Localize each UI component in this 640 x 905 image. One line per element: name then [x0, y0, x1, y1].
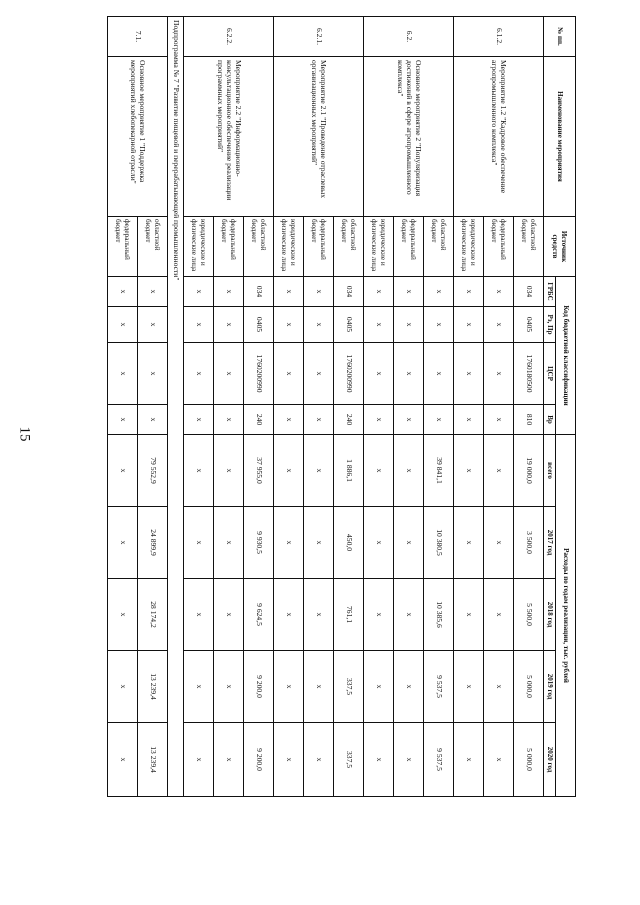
- cell-vr: 240: [244, 405, 274, 435]
- row-number: 7.1.: [108, 17, 168, 57]
- cell-csr: х: [274, 343, 304, 405]
- cell-y2019: х: [364, 651, 394, 723]
- header-expenses: Расходы по годам реализации, тыс. рублей: [556, 435, 576, 797]
- cell-rzpr: х: [138, 307, 168, 343]
- table-row: [424, 17, 454, 797]
- cell-total: 19 000,0: [514, 435, 544, 507]
- cell-y2019: 9 200,0: [244, 651, 274, 723]
- measure-name: Основное мероприятие 2 "Популяризация достижений в сфере агропромышленного комплекса": [364, 57, 454, 217]
- cell-grbs: х: [364, 277, 394, 307]
- cell-total: 39 841,1: [424, 435, 454, 507]
- cell-rzpr: х: [304, 307, 334, 343]
- funding-source: федеральный бюджет: [304, 217, 334, 277]
- cell-y2019: х: [394, 651, 424, 723]
- table-row: [138, 17, 168, 797]
- measure-name: Основное мероприятие 1 "Поддержка мероприятий хлебопекарной отрасли": [108, 57, 168, 217]
- cell-rzpr: х: [454, 307, 484, 343]
- cell-total: х: [214, 435, 244, 507]
- table-row: [334, 17, 364, 797]
- header-2018: 2018 год: [544, 579, 556, 651]
- cell-y2020: х: [454, 723, 484, 797]
- cell-grbs: х: [304, 277, 334, 307]
- funding-source: областной бюджет: [334, 217, 364, 277]
- row-number: 6.2.: [364, 17, 454, 57]
- cell-y2020: х: [304, 723, 334, 797]
- cell-csr: х: [484, 343, 514, 405]
- header-2017: 2017 год: [544, 507, 556, 579]
- cell-total: х: [364, 435, 394, 507]
- cell-vr: х: [454, 405, 484, 435]
- table-row: [244, 17, 274, 797]
- header-total: всего: [544, 435, 556, 507]
- table-row: [514, 17, 544, 797]
- cell-rzpr: х: [214, 307, 244, 343]
- cell-y2017: х: [394, 507, 424, 579]
- cell-y2018: 28 174,2: [138, 579, 168, 651]
- cell-y2020: х: [108, 723, 138, 797]
- cell-y2017: х: [184, 507, 214, 579]
- cell-y2019: х: [484, 651, 514, 723]
- cell-y2018: 5 500,0: [514, 579, 544, 651]
- cell-grbs: х: [214, 277, 244, 307]
- cell-y2020: х: [364, 723, 394, 797]
- cell-y2017: х: [274, 507, 304, 579]
- cell-y2018: 761,1: [334, 579, 364, 651]
- page-number: 15: [16, 426, 33, 442]
- cell-y2018: х: [394, 579, 424, 651]
- cell-y2020: 5 000,0: [514, 723, 544, 797]
- cell-vr: 810: [514, 405, 544, 435]
- cell-csr: х: [424, 343, 454, 405]
- cell-rzpr: х: [484, 307, 514, 343]
- cell-y2018: х: [364, 579, 394, 651]
- cell-total: 1 886,1: [334, 435, 364, 507]
- cell-rzpr: х: [394, 307, 424, 343]
- cell-grbs: 034: [334, 277, 364, 307]
- cell-grbs: х: [274, 277, 304, 307]
- cell-y2017: х: [364, 507, 394, 579]
- cell-y2017: х: [484, 507, 514, 579]
- cell-y2020: х: [214, 723, 244, 797]
- row-number: 6.1.2.: [454, 17, 544, 57]
- table-body: [108, 17, 544, 797]
- cell-csr: х: [214, 343, 244, 405]
- cell-y2017: 450,0: [334, 507, 364, 579]
- cell-y2017: 10 380,5: [424, 507, 454, 579]
- cell-total: х: [274, 435, 304, 507]
- cell-y2019: х: [108, 651, 138, 723]
- cell-y2018: 10 385,6: [424, 579, 454, 651]
- cell-csr: 1760200990: [244, 343, 274, 405]
- funding-source: юридические и физические лица: [184, 217, 214, 277]
- cell-csr: х: [184, 343, 214, 405]
- cell-y2017: 3 500,0: [514, 507, 544, 579]
- cell-vr: х: [214, 405, 244, 435]
- funding-source: областной бюджет: [138, 217, 168, 277]
- cell-rzpr: х: [364, 307, 394, 343]
- row-number: 6.2.1.: [274, 17, 364, 57]
- cell-grbs: х: [108, 277, 138, 307]
- cell-rzpr: 0405: [514, 307, 544, 343]
- cell-total: х: [108, 435, 138, 507]
- cell-total: х: [184, 435, 214, 507]
- cell-grbs: х: [484, 277, 514, 307]
- cell-y2020: х: [184, 723, 214, 797]
- cell-csr: х: [304, 343, 334, 405]
- cell-y2020: х: [484, 723, 514, 797]
- cell-vr: х: [304, 405, 334, 435]
- cell-grbs: 034: [244, 277, 274, 307]
- cell-y2017: х: [214, 507, 244, 579]
- cell-vr: х: [184, 405, 214, 435]
- cell-vr: х: [138, 405, 168, 435]
- cell-rzpr: 0405: [244, 307, 274, 343]
- cell-y2019: х: [184, 651, 214, 723]
- cell-csr: х: [364, 343, 394, 405]
- cell-rzpr: х: [274, 307, 304, 343]
- cell-y2020: х: [394, 723, 424, 797]
- cell-y2019: 337,5: [334, 651, 364, 723]
- cell-csr: х: [394, 343, 424, 405]
- measure-name: Мероприятие 2.1 "Проведение отраслевых организационных мероприятий": [274, 57, 364, 217]
- header-source: Источник средств: [544, 217, 576, 277]
- cell-vr: х: [394, 405, 424, 435]
- cell-grbs: 034: [514, 277, 544, 307]
- funding-source: юридические и физические лица: [454, 217, 484, 277]
- header-no: № пп.: [544, 17, 576, 57]
- cell-y2018: х: [484, 579, 514, 651]
- cell-y2018: х: [108, 579, 138, 651]
- header-vr: Вр: [544, 405, 556, 435]
- cell-y2019: х: [304, 651, 334, 723]
- cell-grbs: х: [138, 277, 168, 307]
- cell-total: х: [394, 435, 424, 507]
- cell-grbs: х: [184, 277, 214, 307]
- cell-vr: х: [108, 405, 138, 435]
- cell-y2018: х: [454, 579, 484, 651]
- rotated-table-container: [56, 16, 576, 796]
- cell-y2017: 24 899,9: [138, 507, 168, 579]
- cell-vr: 240: [334, 405, 364, 435]
- cell-rzpr: х: [184, 307, 214, 343]
- cell-total: 37 955,0: [244, 435, 274, 507]
- cell-rzpr: х: [424, 307, 454, 343]
- cell-y2017: 9 930,5: [244, 507, 274, 579]
- header-2019: 2019 год: [544, 651, 556, 723]
- cell-y2020: 9 200,0: [244, 723, 274, 797]
- subprogram-row: [168, 17, 184, 797]
- measure-name: Мероприятие 2.2 "Информационно-консультационное обеспечение реализации программных мероприятий": [184, 57, 274, 217]
- funding-source: областной бюджет: [514, 217, 544, 277]
- header-budget-code: Код бюджетной классификации: [556, 277, 576, 435]
- header-2020: 2020 год: [544, 723, 556, 797]
- cell-y2017: х: [454, 507, 484, 579]
- cell-vr: х: [484, 405, 514, 435]
- cell-y2017: х: [108, 507, 138, 579]
- cell-y2018: х: [274, 579, 304, 651]
- funding-source: областной бюджет: [244, 217, 274, 277]
- budget-table: [107, 16, 576, 797]
- cell-y2018: 9 624,5: [244, 579, 274, 651]
- cell-rzpr: х: [108, 307, 138, 343]
- cell-total: х: [304, 435, 334, 507]
- cell-grbs: х: [424, 277, 454, 307]
- cell-csr: х: [138, 343, 168, 405]
- funding-source: федеральный бюджет: [214, 217, 244, 277]
- cell-y2019: х: [274, 651, 304, 723]
- cell-y2020: х: [274, 723, 304, 797]
- cell-total: х: [454, 435, 484, 507]
- cell-vr: х: [274, 405, 304, 435]
- cell-csr: х: [108, 343, 138, 405]
- cell-y2018: х: [304, 579, 334, 651]
- cell-y2019: 9 537,5: [424, 651, 454, 723]
- header-csr: ЦСР: [544, 343, 556, 405]
- cell-csr: 1760180500: [514, 343, 544, 405]
- cell-y2020: 337,5: [334, 723, 364, 797]
- cell-y2019: х: [214, 651, 244, 723]
- cell-y2020: 13 239,4: [138, 723, 168, 797]
- cell-y2019: 13 239,4: [138, 651, 168, 723]
- funding-source: федеральный бюджет: [394, 217, 424, 277]
- row-number: 6.2.2.: [184, 17, 274, 57]
- cell-y2018: х: [184, 579, 214, 651]
- cell-y2017: х: [304, 507, 334, 579]
- header-name: Наименование мероприятия: [544, 57, 576, 217]
- cell-y2019: 5 000,0: [514, 651, 544, 723]
- cell-vr: х: [424, 405, 454, 435]
- cell-csr: 1760200990: [334, 343, 364, 405]
- cell-grbs: х: [394, 277, 424, 307]
- subprogram-title: Подпрограмма № 7 "Развитие пищевой и перерабатывающей промышленности": [168, 17, 184, 797]
- header-grbs: ГРБС: [544, 277, 556, 307]
- cell-total: х: [484, 435, 514, 507]
- cell-grbs: х: [454, 277, 484, 307]
- funding-source: федеральный бюджет: [484, 217, 514, 277]
- cell-total: 79 552,9: [138, 435, 168, 507]
- cell-y2018: х: [214, 579, 244, 651]
- funding-source: юридические и физические лица: [364, 217, 394, 277]
- cell-y2019: х: [454, 651, 484, 723]
- cell-rzpr: 0405: [334, 307, 364, 343]
- cell-csr: х: [454, 343, 484, 405]
- funding-source: федеральный бюджет: [108, 217, 138, 277]
- header-rzpr: Рз, Пр: [544, 307, 556, 343]
- funding-source: юридические и физические лица: [274, 217, 304, 277]
- cell-vr: х: [364, 405, 394, 435]
- funding-source: областной бюджет: [424, 217, 454, 277]
- measure-name: Мероприятие 1.2 "Кадровое обеспечение агропромышленного комплекса": [454, 57, 544, 217]
- cell-y2020: 9 537,5: [424, 723, 454, 797]
